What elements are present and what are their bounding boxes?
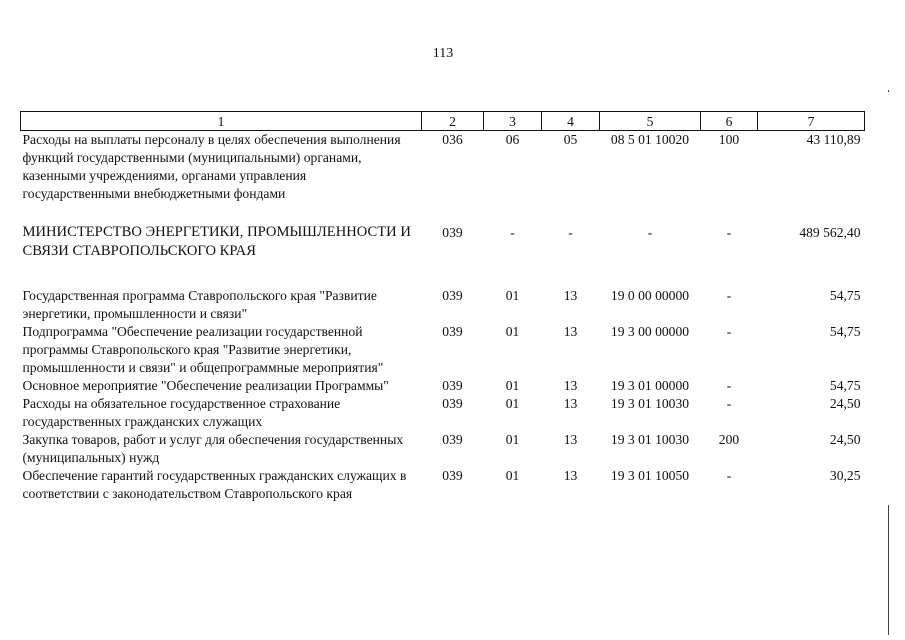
row-expense-type: 100 <box>718 132 740 147</box>
row-section-code: 06 <box>505 132 520 147</box>
row-name: МИНИСТЕРСТВО ЭНЕРГЕТИКИ, ПРОМЫШЛЕННОСТИ И СВЯЗИ СТАВРОПОЛЬСКОГО КРАЯ <box>22 224 411 259</box>
row-target-article: 19 3 01 00000 <box>610 378 690 393</box>
row-ministry-code: 039 <box>442 324 463 339</box>
row-amount: 489 562,40 <box>799 225 861 240</box>
row-expense-type: - <box>726 225 732 240</box>
page-number: 113 <box>432 46 454 61</box>
row-target-article: 19 3 01 10030 <box>610 432 690 447</box>
table-row <box>21 467 865 503</box>
row-section-code: - <box>510 225 515 240</box>
scan-edge-mark <box>888 505 889 635</box>
row-ministry-code: 039 <box>442 396 463 411</box>
row-name: Расходы на обязательное государственное страхование государственных гражданских служащих <box>22 396 341 429</box>
row-amount: 24,50 <box>829 432 861 447</box>
column-header-6: 6 <box>701 112 758 131</box>
row-ministry-code: 039 <box>442 378 463 393</box>
column-header-7: 7 <box>758 112 865 131</box>
column-header-5: 5 <box>600 112 701 131</box>
table-row <box>21 431 865 467</box>
row-name: Закупка товаров, работ и услуг для обеспечения государственных (муниципальных) нужд <box>22 432 404 465</box>
table-row <box>21 395 865 431</box>
row-expense-type: 200 <box>718 432 740 447</box>
scan-edge-mark <box>888 90 889 92</box>
table-row <box>21 377 865 395</box>
row-subsection-code: 13 <box>563 396 578 411</box>
row-section-code: 01 <box>505 324 520 339</box>
row-ministry-code: 039 <box>442 468 463 483</box>
row-expense-type: - <box>726 288 732 303</box>
row-expense-type: - <box>726 396 732 411</box>
row-amount: 43 110,89 <box>806 132 861 147</box>
table-body <box>21 131 865 504</box>
table-header-row <box>21 112 865 131</box>
row-subsection-code: 05 <box>563 132 578 147</box>
column-header-3: 3 <box>484 112 542 131</box>
table-row <box>21 131 865 224</box>
row-subsection-code: 13 <box>563 378 578 393</box>
row-expense-type: - <box>726 324 732 339</box>
row-ministry-code: 039 <box>442 432 463 447</box>
row-ministry-code: 036 <box>442 132 463 147</box>
row-name: Государственная программа Ставропольского края "Развитие энергетики, промышленности и связи" <box>22 288 377 321</box>
row-amount: 54,75 <box>829 288 861 303</box>
row-amount: 24,50 <box>829 396 861 411</box>
table-row <box>21 223 865 287</box>
row-ministry-code: 039 <box>442 225 463 240</box>
row-subsection-code: 13 <box>563 432 578 447</box>
row-name: Обеспечение гарантий государственных гражданских служащих в соответствии с законодательством Ставропольского края <box>22 468 407 501</box>
row-section-code: 01 <box>505 396 520 411</box>
column-header-2: 2 <box>422 112 484 131</box>
row-target-article: 19 3 00 00000 <box>610 324 690 339</box>
column-header-4: 4 <box>542 112 600 131</box>
row-subsection-code: 13 <box>563 288 578 303</box>
row-ministry-code: 039 <box>442 288 463 303</box>
row-target-article: 08 5 01 10020 <box>610 132 690 147</box>
row-amount: 54,75 <box>829 324 861 339</box>
table-row <box>21 287 865 323</box>
row-name: Основное мероприятие "Обеспечение реализации Программы" <box>22 378 389 393</box>
row-target-article: 19 3 01 10050 <box>610 468 690 483</box>
row-expense-type: - <box>726 468 732 483</box>
row-target-article: - <box>647 225 653 240</box>
row-amount: 54,75 <box>829 378 861 393</box>
row-subsection-code: 13 <box>563 324 578 339</box>
table-row <box>21 323 865 377</box>
row-section-code: 01 <box>505 432 520 447</box>
column-header-1: 1 <box>21 112 422 131</box>
budget-table <box>20 111 865 503</box>
row-name: Расходы на выплаты персоналу в целях обеспечения выполнения функций государственными (муниципальными) органами, казенными учреждениями, органами управления государственными внебюджетными фондами <box>22 132 401 201</box>
row-amount: 30,25 <box>829 468 861 483</box>
row-section-code: 01 <box>505 288 520 303</box>
row-name: Подпрограмма "Обеспечение реализации государственной программы Ставропольского края "Развитие энергетики, промышленности и связи" и общепрограммные мероприятия" <box>22 324 384 375</box>
row-target-article: 19 3 01 10030 <box>610 396 690 411</box>
row-section-code: 01 <box>505 468 520 483</box>
row-subsection-code: 13 <box>563 468 578 483</box>
row-expense-type: - <box>726 378 732 393</box>
row-subsection-code: - <box>568 225 573 240</box>
row-target-article: 19 0 00 00000 <box>610 288 690 303</box>
row-section-code: 01 <box>505 378 520 393</box>
